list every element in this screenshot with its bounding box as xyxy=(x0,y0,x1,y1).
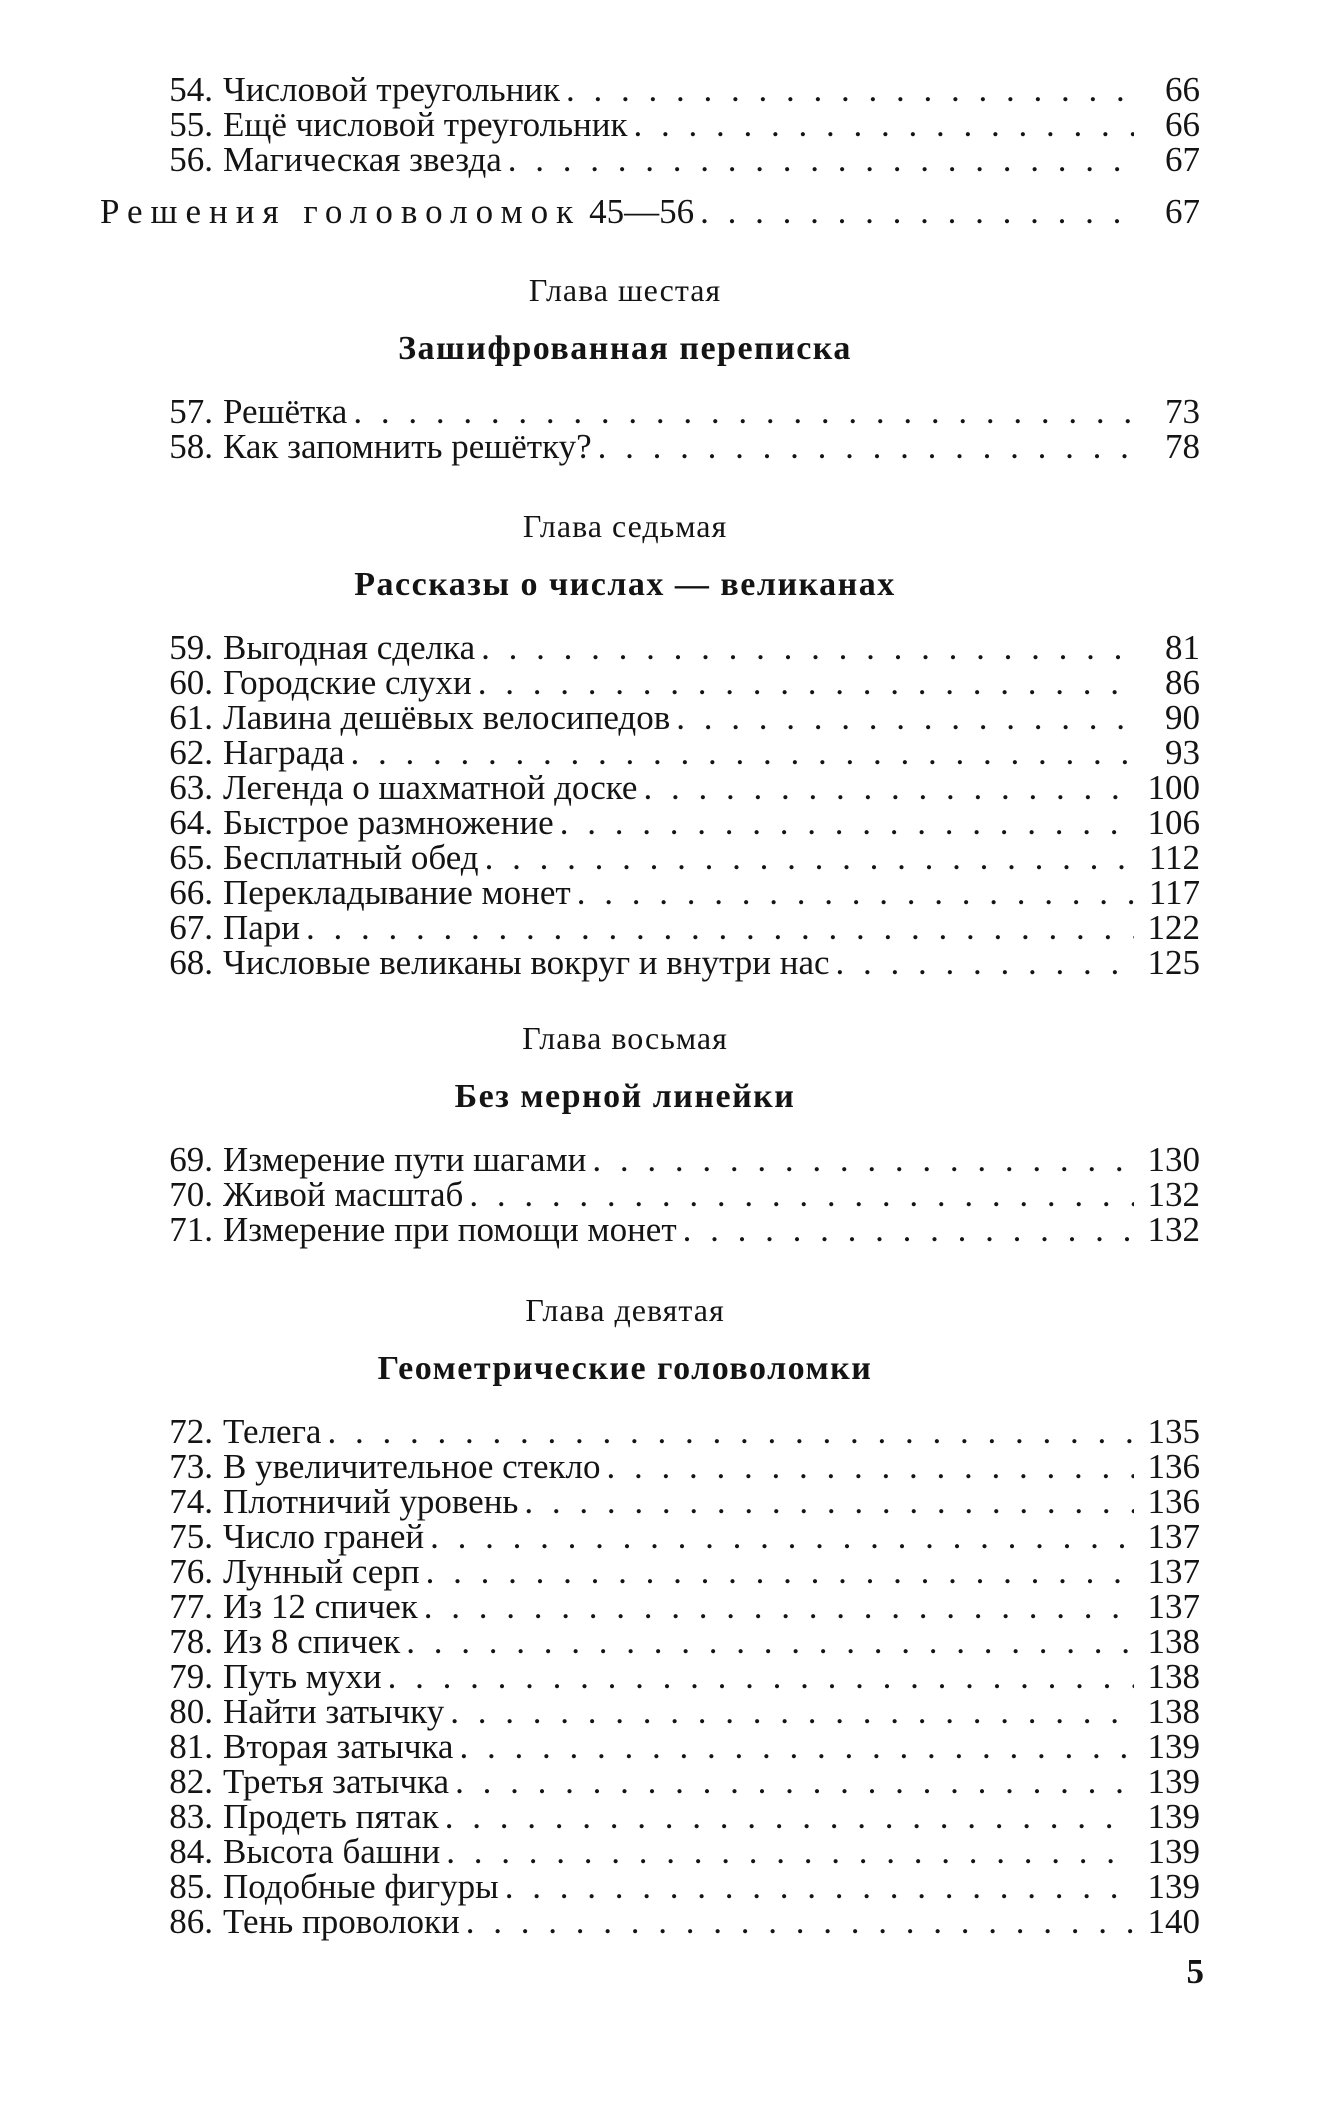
toc-entry xyxy=(153,1869,1200,1904)
entry-page: 117 xyxy=(1148,873,1200,912)
entry-title: Награда xyxy=(223,733,345,772)
entry-title: Перекладывание монет xyxy=(223,873,571,912)
entry-number: 57. xyxy=(169,392,213,431)
dot-leader xyxy=(469,1177,1134,1212)
entry-number: 67. xyxy=(169,908,213,947)
entry-page: 138 xyxy=(1147,1692,1200,1731)
entry-page: 138 xyxy=(1147,1657,1200,1696)
entry-title: Измерение пути шагами xyxy=(223,1140,587,1179)
entry-number: 78. xyxy=(169,1622,213,1661)
entry-page: 139 xyxy=(1147,1727,1200,1766)
entry-title: Путь мухи xyxy=(223,1657,382,1696)
entry-number: 73. xyxy=(169,1447,213,1486)
dot-leader xyxy=(455,1764,1134,1799)
entry-title: Живой масштаб xyxy=(223,1175,464,1214)
entry-page: 66 xyxy=(1165,105,1200,144)
entry-number: 55. xyxy=(169,105,213,144)
entry-page: 139 xyxy=(1147,1762,1200,1801)
toc-entry xyxy=(153,945,1200,980)
dot-leader xyxy=(634,107,1134,142)
entry-title: Магическая звезда xyxy=(223,140,502,179)
toc-entry xyxy=(153,1834,1200,1869)
entry-title: Подобные фигуры xyxy=(223,1867,499,1906)
entry-number: 77. xyxy=(169,1587,213,1626)
entry-number: 81. xyxy=(169,1727,213,1766)
chapter-label: Глава шестая xyxy=(528,272,722,308)
entry-number: 80. xyxy=(169,1692,213,1731)
entry-title: Третья затычка xyxy=(223,1762,450,1801)
dot-leader xyxy=(466,1904,1134,1939)
entry-number: 76. xyxy=(169,1552,213,1591)
dot-leader xyxy=(481,630,1134,665)
dot-leader xyxy=(327,1414,1134,1449)
entry-number: 56. xyxy=(169,140,213,179)
toc-entry xyxy=(153,1589,1200,1624)
dot-leader xyxy=(445,1799,1134,1834)
dot-leader xyxy=(598,429,1134,464)
entry-number: 71. xyxy=(169,1210,213,1249)
dot-leader xyxy=(306,910,1134,945)
dot-leader xyxy=(459,1729,1134,1764)
entry-number: 63. xyxy=(169,768,213,807)
entry-number: 69. xyxy=(169,1140,213,1179)
entry-page: 122 xyxy=(1147,908,1200,947)
toc-entry xyxy=(153,429,1200,464)
dot-leader xyxy=(505,1869,1134,1904)
dot-leader xyxy=(836,945,1134,980)
entry-page: 67 xyxy=(1165,140,1200,179)
dot-leader xyxy=(560,805,1134,840)
toc-entry xyxy=(153,107,1200,142)
entry-page: 81 xyxy=(1165,628,1200,667)
entry-page: 139 xyxy=(1147,1832,1200,1871)
entry-page: 135 xyxy=(1147,1412,1200,1451)
entry-page: 139 xyxy=(1147,1867,1200,1906)
entry-title: Лунный серп xyxy=(223,1552,420,1591)
entry-page: 100 xyxy=(1147,768,1200,807)
entry-page: 132 xyxy=(1147,1175,1200,1214)
toc-group-puzzles-54-56 xyxy=(153,72,1200,177)
dot-leader xyxy=(592,1142,1134,1177)
toc-entry xyxy=(153,875,1200,910)
entry-page: 125 xyxy=(1147,943,1200,982)
dot-leader xyxy=(426,1554,1134,1589)
toc-entry xyxy=(153,840,1200,875)
entry-number: 54. xyxy=(169,70,213,109)
entry-page: 67 xyxy=(1165,192,1200,231)
dot-leader xyxy=(351,735,1134,770)
entry-title: Лавина дешёвых велосипедов xyxy=(223,698,671,737)
entry-number: 83. xyxy=(169,1797,213,1836)
entry-title: Телега xyxy=(223,1412,322,1451)
entry-page: 73 xyxy=(1165,392,1200,431)
entry-page: 106 xyxy=(1147,803,1200,842)
toc-entry xyxy=(153,142,1200,177)
entry-number: 74. xyxy=(169,1482,213,1521)
entry-page: 78 xyxy=(1165,427,1200,466)
toc-entry xyxy=(153,770,1200,805)
toc-group-chapter-9 xyxy=(153,1414,1200,1939)
toc-entry xyxy=(153,1449,1200,1484)
entry-page: 130 xyxy=(1147,1140,1200,1179)
toc-entry xyxy=(153,72,1200,107)
dot-leader xyxy=(676,700,1134,735)
entry-page: 139 xyxy=(1147,1797,1200,1836)
solutions-range: 45—56 xyxy=(589,192,695,231)
entry-page: 93 xyxy=(1165,733,1200,772)
entry-number: 68. xyxy=(169,943,213,982)
entry-number: 84. xyxy=(169,1832,213,1871)
toc-entry xyxy=(153,665,1200,700)
entry-page: 136 xyxy=(1147,1447,1200,1486)
toc-entry xyxy=(153,1659,1200,1694)
entry-page: 140 xyxy=(1147,1902,1200,1941)
toc-entry xyxy=(153,630,1200,665)
dot-leader xyxy=(524,1484,1134,1519)
entry-number: 59. xyxy=(169,628,213,667)
chapter-label: Глава девятая xyxy=(525,1292,725,1328)
entry-number: 82. xyxy=(169,1762,213,1801)
dot-leader xyxy=(700,192,1134,232)
toc-entry xyxy=(153,1212,1200,1247)
dot-leader xyxy=(577,875,1134,910)
entry-title: Найти затычку xyxy=(223,1692,445,1731)
dot-leader xyxy=(607,1449,1134,1484)
dot-leader xyxy=(450,1694,1134,1729)
entry-title: Решётка xyxy=(223,392,348,431)
entry-title: Городские слухи xyxy=(223,663,472,702)
entry-number: 79. xyxy=(169,1657,213,1696)
toc-group-chapter-7 xyxy=(153,630,1200,980)
toc-entry xyxy=(153,1764,1200,1799)
chapter-title: Без мерной линейки xyxy=(454,1078,796,1115)
dot-leader xyxy=(446,1834,1134,1869)
entry-page: 137 xyxy=(1147,1587,1200,1626)
toc-entry xyxy=(153,1142,1200,1177)
entry-page: 66 xyxy=(1165,70,1200,109)
entry-title: Плотничий уровень xyxy=(223,1482,519,1521)
entry-number: 61. xyxy=(169,698,213,737)
toc-entry xyxy=(153,910,1200,945)
toc-entry xyxy=(153,735,1200,770)
entry-number: 62. xyxy=(169,733,213,772)
entry-title: Из 12 спичек xyxy=(223,1587,418,1626)
toc-entry xyxy=(153,1519,1200,1554)
entry-title: В увеличительное стекло xyxy=(223,1447,601,1486)
dot-leader xyxy=(353,394,1134,429)
entry-title: Измерение при помощи монет xyxy=(223,1210,677,1249)
entry-page: 86 xyxy=(1165,663,1200,702)
entry-number: 75. xyxy=(169,1517,213,1556)
toc-entry xyxy=(153,1729,1200,1764)
entry-title: Легенда о шахматной доске xyxy=(223,768,638,807)
entry-number: 65. xyxy=(169,838,213,877)
dot-leader xyxy=(424,1589,1134,1624)
chapter-title: Рассказы о числах — великанах xyxy=(354,566,896,603)
chapter-label: Глава седьмая xyxy=(522,508,728,544)
toc-entry xyxy=(153,1177,1200,1212)
dot-leader xyxy=(683,1212,1134,1247)
page-number: 5 xyxy=(1186,1952,1204,1991)
entry-title: Бесплатный обед xyxy=(223,838,479,877)
entry-page: 137 xyxy=(1147,1552,1200,1591)
entry-title: Число граней xyxy=(223,1517,425,1556)
entry-number: 66. xyxy=(169,873,213,912)
dot-leader xyxy=(388,1659,1134,1694)
entry-title: Тень проволоки xyxy=(223,1902,460,1941)
dot-leader xyxy=(508,142,1134,177)
entry-title: Выгодная сделка xyxy=(223,628,476,667)
toc-entry xyxy=(153,700,1200,735)
entry-page: 132 xyxy=(1147,1210,1200,1249)
toc-entry xyxy=(153,394,1200,429)
entry-page: 137 xyxy=(1147,1517,1200,1556)
entry-title: Быстрое размножение xyxy=(223,803,554,842)
toc-entry xyxy=(153,805,1200,840)
entry-number: 72. xyxy=(169,1412,213,1451)
entry-title: Из 8 спичек xyxy=(223,1622,401,1661)
toc-entry xyxy=(153,1554,1200,1589)
entry-title: Пари xyxy=(223,908,301,947)
toc-entry xyxy=(153,1484,1200,1519)
entry-page: 112 xyxy=(1148,838,1200,877)
chapter-title: Зашифрованная переписка xyxy=(398,330,852,367)
entry-title: Числовые великаны вокруг и внутри нас xyxy=(223,943,830,982)
entry-number: 85. xyxy=(169,1867,213,1906)
dot-leader xyxy=(566,72,1134,107)
entry-title: Ещё числовой треугольник xyxy=(223,105,628,144)
toc-entry xyxy=(153,1414,1200,1449)
toc-entry xyxy=(153,1799,1200,1834)
dot-leader xyxy=(430,1519,1134,1554)
entry-number: 70. xyxy=(169,1175,213,1214)
toc-group-chapter-8 xyxy=(153,1142,1200,1247)
chapter-label: Глава восьмая xyxy=(522,1020,728,1056)
toc-group-chapter-6 xyxy=(153,394,1200,464)
entry-number: 64. xyxy=(169,803,213,842)
dot-leader xyxy=(478,665,1134,700)
toc-entry xyxy=(153,1694,1200,1729)
toc-entry xyxy=(153,1624,1200,1659)
entry-number: 60. xyxy=(169,663,213,702)
dot-leader xyxy=(485,840,1134,875)
dot-leader xyxy=(643,770,1134,805)
entry-title: Вторая затычка xyxy=(223,1727,454,1766)
entry-number: 58. xyxy=(169,427,213,466)
toc-entry xyxy=(153,1904,1200,1939)
dot-leader xyxy=(406,1624,1134,1659)
entry-page: 90 xyxy=(1165,698,1200,737)
toc-entry-solutions xyxy=(100,192,1200,232)
solutions-label: Решения головоломок xyxy=(100,192,582,231)
entry-title: Высота башни xyxy=(223,1832,441,1871)
entry-page: 136 xyxy=(1147,1482,1200,1521)
entry-title: Числовой треугольник xyxy=(223,70,561,109)
chapter-title: Геометрические головоломки xyxy=(377,1350,873,1387)
entry-title: Как запомнить решётку? xyxy=(223,427,592,466)
entry-page: 138 xyxy=(1147,1622,1200,1661)
entry-number: 86. xyxy=(169,1902,213,1941)
entry-title: Продеть пятак xyxy=(223,1797,439,1836)
